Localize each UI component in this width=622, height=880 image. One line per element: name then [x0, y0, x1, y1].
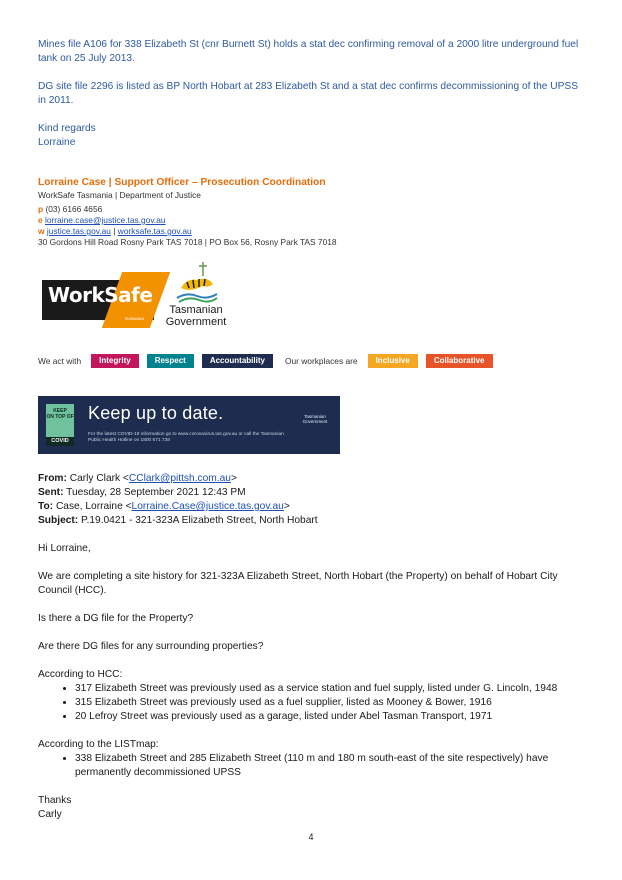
from-label: From: [38, 473, 67, 484]
to-label: To: [38, 501, 54, 512]
logos-row [38, 258, 588, 348]
signature-web-line [38, 226, 588, 237]
signature-title: Lorraine Case | Support Officer – Prosecution Coordination [38, 177, 326, 188]
page-number: 4 [308, 832, 314, 842]
covid-banner-govt: Tasmanian Government [302, 414, 328, 424]
value-pill-collaborative: Collaborative [426, 354, 493, 368]
covid-badge-line2: ON TOP OF [46, 414, 74, 420]
worksafe-logo-text: WorkSafe [48, 283, 153, 307]
from-end: > [230, 473, 237, 484]
tas-gov-line1: Tasmanian [169, 304, 223, 316]
list-item: • 317 Elizabeth Street was previously used as a service station and fuel supply, listed under G. Lincoln, 1948 [75, 682, 588, 696]
keep-on-top-of-covid-badge [46, 404, 74, 446]
body-paragraph-2: Is there a DG file for the Property? [38, 613, 194, 624]
tas-gov-line2: Government [165, 316, 227, 328]
justice-website-link[interactable]: justice.tas.gov.au [46, 226, 111, 236]
body-paragraph-1: We are completing a site history for 321-323A Elizabeth Street, North Hobart (the Property) on behalf of Hobart City Council (HCC). [38, 571, 558, 596]
value-pill-accountability: Accountability [202, 354, 273, 368]
sent-label: Sent: [38, 487, 64, 498]
subject-label: Subject: [38, 515, 79, 526]
covid-badge-line1: KEEP [53, 408, 67, 414]
greeting: Hi Lorraine, [38, 543, 91, 554]
listmap-intro: According to the LISTmap: [38, 739, 159, 750]
email-label: e [38, 215, 43, 225]
covid-badge-line3: COVID [46, 437, 74, 446]
value-pill-integrity: Integrity [91, 354, 139, 368]
email-signature [38, 176, 588, 248]
phone-label: p [38, 204, 44, 214]
forwarded-email-header [38, 472, 588, 528]
document-page [38, 38, 588, 822]
closing: Kind regards [38, 123, 96, 134]
to-email-link[interactable]: Lorraine.Case@justice.tas.gov.au [131, 501, 284, 512]
worksafe-website-link[interactable]: worksafe.tas.gov.au [117, 226, 192, 236]
body-paragraph-3: Are there DG files for any surrounding properties? [38, 641, 264, 652]
subject-line [38, 514, 588, 528]
intro-paragraph-2: DG site file 2296 is listed as BP North Hobart at 283 Elizabeth St and a stat dec confirms decommissioning of the UPSS in 2011. [38, 81, 579, 106]
values-strip [38, 354, 588, 368]
hcc-intro: According to HCC: [38, 669, 123, 680]
signature-phone-line [38, 204, 588, 215]
subject-value: P.19.0421 - 321-323A Elizabeth Street, North Hobart [81, 515, 318, 526]
worksafe-logo [42, 280, 154, 320]
from-email-link[interactable]: CClark@pittsh.com.au [128, 473, 231, 484]
covid-banner-title: Keep up to date. [88, 403, 224, 423]
signature-email-line [38, 215, 588, 226]
tasmanian-government-logo [156, 258, 236, 346]
value-pill-respect: Respect [147, 354, 194, 368]
thanks: Thanks [38, 795, 72, 806]
to-line [38, 500, 588, 514]
covid-banner[interactable] [38, 396, 340, 454]
value-pill-inclusive: Inclusive [368, 354, 418, 368]
sent-line [38, 486, 588, 500]
from-name: Carly Clark < [69, 473, 129, 484]
web-separator: | [113, 226, 116, 236]
from-line [38, 472, 588, 486]
list-item: • 20 Lefroy Street was previously used as a garage, listed under Abel Tasman Transport, 1971 [75, 710, 588, 724]
signature-email-link[interactable]: lorraine.case@justice.tas.gov.au [45, 215, 166, 225]
hcc-list [38, 682, 588, 724]
values-lead-2: Our workplaces are [284, 356, 358, 366]
list-item: • 315 Elizabeth Street was previously used as a fuel supplier, listed as Mooney & Bower, 1916 [75, 696, 588, 710]
to-end: > [283, 501, 290, 512]
intro-paragraph-1: Mines file A106 for 338 Elizabeth St (cnr Burnett St) holds a stat dec confirming removal of a 2000 litre underground fuel tank on 25 July 2013. [38, 39, 579, 64]
sent-value: Tuesday, 28 September 2021 12:43 PM [66, 487, 246, 498]
tasmanian-tiger-emblem-icon [173, 258, 219, 304]
covid-banner-subtext: For the latest COVID-19 information go to www.coronavirus.tas.gov.au or call the Tasmanian Public Health Hotline on 1800 671 738 [88, 432, 284, 443]
values-lead-1: We act with [38, 356, 82, 366]
phone: (03) 6166 4656 [45, 204, 103, 214]
to-name: Case, Lorraine < [55, 501, 132, 512]
worksafe-logo-subtext: TASMANIA [124, 316, 145, 321]
sender-name: Carly [38, 809, 62, 820]
closing-name: Lorraine [38, 137, 76, 148]
signature-address: 30 Gordons Hill Road Rosny Park TAS 7018 | PO Box 56, Rosny Park TAS 7018 [38, 237, 337, 247]
listmap-list [38, 752, 588, 780]
signature-org: WorkSafe Tasmania | Department of Justice [38, 190, 201, 200]
web-label: w [38, 226, 45, 236]
list-item: • 338 Elizabeth Street and 285 Elizabeth Street (110 m and 180 m south-east of the site respectively) have permanently decommissioned UPSS [75, 752, 588, 780]
